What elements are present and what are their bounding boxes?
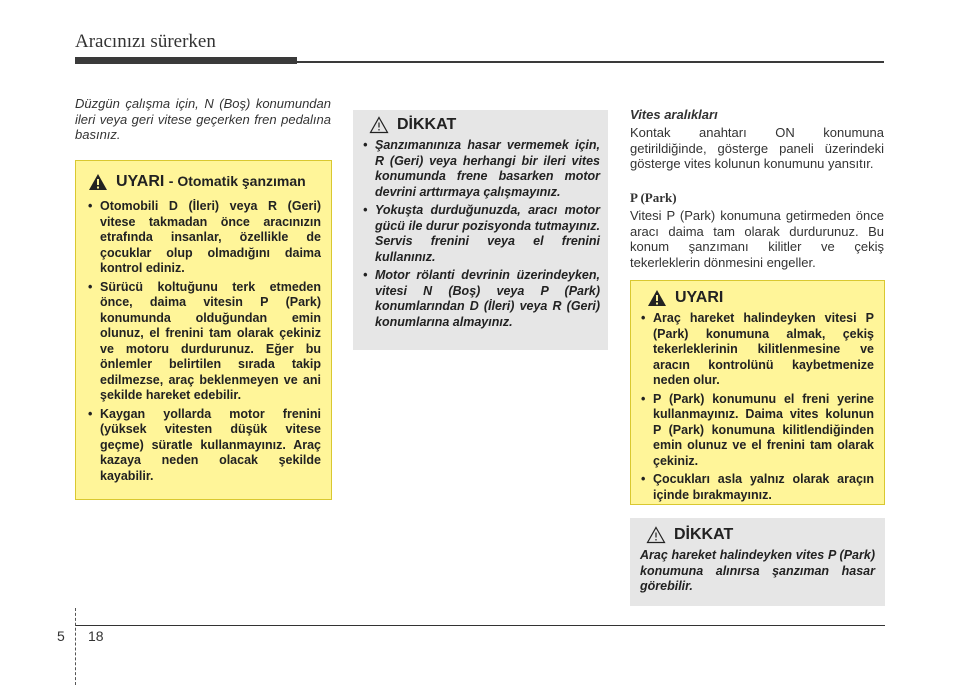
list-item: • Kaygan yollarda motor frenini (yüksek vitesten düşük vitese geçme) süratle kullanmayınız. Araç kazaya neden olacak şekilde kayabilir. <box>88 407 321 485</box>
header-rule-thin <box>297 61 884 63</box>
list-item: • Otomobili D (İleri) veya R (Geri) vitese takmadan önce aracınızın etrafında insanlar, özellikle de çocuklar olup olmadığını daima kontrol ediniz. <box>88 199 321 277</box>
caution-box-middle <box>353 110 608 350</box>
page-header-title: Aracınızı sürerken <box>75 31 216 52</box>
vites-heading: Vites aralıkları <box>630 107 718 122</box>
list-item: • Motor rölanti devrinin üzerindeyken, vitesi N (Boş) veya P (Park) konumlarından D (İleri) veya R (Geri) konumlarına almayınız. <box>363 268 600 330</box>
park-heading: P (Park) <box>630 190 677 205</box>
section-number: 5 <box>57 628 65 644</box>
list-item: • Sürücü koltuğunu terk etmeden önce, daima vitesin P (Park) konumunda olduğundan emin olunuz, el frenini tam olarak çekiniz ve motoru durdurunuz. Eğer bu önlemler belirtilen sırada takip edilmezse, araç beklenmeyen ve ani şekilde hareket edebilir. <box>88 280 321 404</box>
intro-paragraph: Düzgün çalışma için, N (Boş) konumundan ileri veya geri vitese geçerken fren pedalına basınız. <box>75 96 331 142</box>
list-item: • Yokuşta durduğunuzda, aracı motor gücü ile durur pozisyonda tutmayınız. Servis frenini veya el frenini kullanınız. <box>363 203 600 265</box>
list-item: • Çocukları asla yalnız olarak araçın içinde bırakmayınız. <box>641 472 874 503</box>
warning-box-park-title <box>641 289 874 307</box>
caution-triangle-icon <box>369 116 389 134</box>
list-item: • P (Park) konumunu el freni yerine kullanmayınız. Daima vites kolunun P (Park) konumuna kilitlendiğinden emin olunuz ve el frenini tam olarak çekiniz. <box>641 392 874 470</box>
warning-triangle-icon <box>88 173 108 191</box>
park-paragraph: Vitesi P (Park) konumuna getirmeden önce aracı daima tam olarak durdurunuz. Bu konum şanzımanı kilitler ve çekiş tekerleklerin dönmesini engeller. <box>630 208 884 270</box>
warning-automatic-list <box>88 199 321 484</box>
list-item: • Araç hareket halindeyken vitesi P (Park) konumuna almak, çekiş tekerleklerinin kilitlenmesine ve aracın kontrolünü kaybetmenize neden olur. <box>641 311 874 389</box>
caution-box-middle-title <box>363 116 600 134</box>
warning-subtitle-text: - Otomatik şanzıman <box>168 173 306 189</box>
warning-park-list <box>641 311 874 503</box>
footer-divider <box>75 608 76 685</box>
caution-box-park-title <box>640 526 875 544</box>
warning-box-automatic-title <box>88 173 321 191</box>
warning-title-text: UYARI <box>675 289 724 306</box>
caution-park-text: Araç hareket halindeyken vites P (Park) konumuna alınırsa şanzıman hasar görebilir. <box>640 548 875 593</box>
caution-title-text: DİKKAT <box>674 526 734 543</box>
warning-box-automatic <box>75 160 332 500</box>
list-item: • Şanzımanınıza hasar vermemek için, R (Geri) veya herhangi bir ileri vites konumunda frene basarken motor devrini arttırmaya çalışmayınız. <box>363 138 600 200</box>
warning-triangle-icon <box>647 289 667 307</box>
warning-title-text: UYARI <box>116 173 165 190</box>
page-number: 18 <box>88 628 104 644</box>
footer-rule <box>75 625 885 626</box>
caution-middle-list <box>363 138 600 330</box>
caution-triangle-icon <box>646 526 666 544</box>
vites-paragraph: Kontak anahtarı ON konumuna getirildiğinde, gösterge paneli üzerindeki gösterge vites kolunun konumunu yansıtır. <box>630 125 884 171</box>
header-rule-thick <box>75 57 297 64</box>
caution-box-park <box>630 518 885 606</box>
warning-box-park <box>630 280 885 505</box>
caution-title-text: DİKKAT <box>397 116 457 133</box>
